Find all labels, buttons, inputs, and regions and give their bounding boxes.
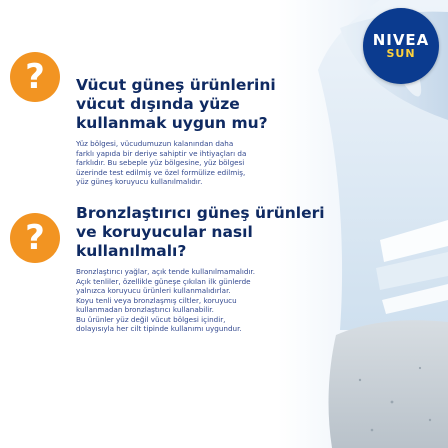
faq-answer-line: üzerinde test edilmiş ve özel formülize edilmiş, xyxy=(76,167,246,177)
logo-brand-text: NIVEA xyxy=(372,31,430,49)
faq-question-title: Bronzlaştırıcı güneş ürünleri ve koruyucular nasıl kullanılmalı? xyxy=(76,204,325,260)
faq-answer xyxy=(76,139,326,187)
faq-answer-line: Yüz bölgesi, vücudumuzun kalanından daha xyxy=(76,139,234,148)
question-mark-icon: ? xyxy=(10,213,60,263)
faq-answer-line: Açık tenliler, özellikle güneşe çıkılan ilk günlerde xyxy=(76,276,251,286)
faq-answer-line: yüz güneş koruyucu kullanılmalıdır. xyxy=(76,177,203,186)
faq-answer-line: Bronzlaştırıcı yağlar, açık tende kullanılmamalıdır. xyxy=(76,267,255,276)
faq-answer-line: dolayısıyla her cilt tipinde kullanımı uygundur. xyxy=(76,324,242,333)
faq-answer-line: Koyu tenli veya bronzlaşmış ciltler, koruyucu xyxy=(76,295,237,305)
faq-answer-line: farklıdır. Bu sebeple yüz bölgesine, yüz bölgesi xyxy=(76,158,245,167)
faq-question-title: Vücut güneş ürünlerini vücut dışında yüze kullanmak uygun mu? xyxy=(76,76,276,132)
nivea-sun-logo xyxy=(363,8,439,84)
faq-item-1 xyxy=(76,76,326,187)
faq-answer-line: Bu ürünler yüz değil vücut bölgesi içindir, xyxy=(76,314,226,324)
faq-item-2 xyxy=(76,204,344,334)
faq-answer-line: yalnızca koruyucu ürünleri kullanmalıdırlar. xyxy=(76,286,231,295)
faq-answer-line: farklı yapıda bir deriye sahiptir ve ihtiyaçları da xyxy=(76,148,247,158)
sand-area xyxy=(329,320,448,448)
faq-answer-line: kullanmadan bronzlaştırıcı kullanabilir. xyxy=(76,305,214,314)
question-mark-icon: ? xyxy=(10,52,60,102)
logo-sub-text: SUN xyxy=(386,47,416,60)
faq-answer xyxy=(76,267,344,334)
